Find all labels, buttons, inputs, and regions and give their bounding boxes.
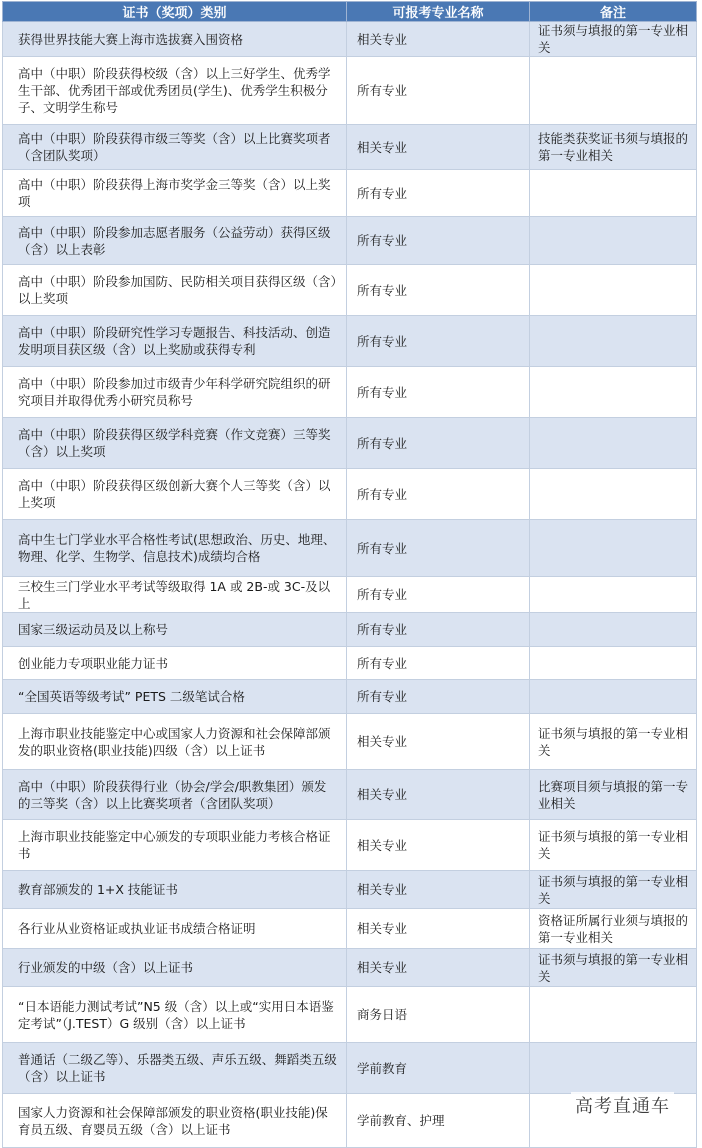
note-cell: 比赛项目须与填报的第一专业相关 bbox=[530, 770, 697, 820]
note-cell bbox=[530, 520, 697, 577]
table-row bbox=[3, 418, 697, 469]
category-cell: 高中（中职）阶段研究性学习专题报告、科技活动、创造发明项目获区级（含）以上奖励或获得专利 bbox=[3, 316, 347, 367]
note-cell bbox=[530, 170, 697, 217]
table-row bbox=[3, 909, 697, 949]
table-row bbox=[3, 217, 697, 265]
note-cell bbox=[530, 1043, 697, 1094]
note-cell bbox=[530, 418, 697, 469]
major-cell: 所有专业 bbox=[347, 367, 530, 418]
major-cell: 相关专业 bbox=[347, 22, 530, 57]
certificate-table bbox=[2, 1, 697, 1148]
table-row bbox=[3, 647, 697, 680]
category-cell: 高中（中职）阶段获得区级创新大赛个人三等奖（含）以上奖项 bbox=[3, 469, 347, 520]
major-cell: 所有专业 bbox=[347, 577, 530, 613]
major-cell: 相关专业 bbox=[347, 714, 530, 770]
category-cell: 三校生三门学业水平考试等级取得 1A 或 2B-或 3C-及以上 bbox=[3, 577, 347, 613]
column-header-category: 证书（奖项）类别 bbox=[3, 2, 347, 22]
note-cell: 证书须与填报的第一专业相关 bbox=[530, 871, 697, 909]
category-cell: 高中（中职）阶段获得上海市奖学金三等奖（含）以上奖项 bbox=[3, 170, 347, 217]
table-row bbox=[3, 820, 697, 871]
table-row bbox=[3, 170, 697, 217]
note-cell bbox=[530, 367, 697, 418]
column-header-major: 可报考专业名称 bbox=[347, 2, 530, 22]
category-cell: 国家人力资源和社会保障部颁发的职业资格(职业技能)保育员五级、育婴员五级（含）以上证书 bbox=[3, 1094, 347, 1148]
category-cell: 获得世界技能大赛上海市选拔赛入围资格 bbox=[3, 22, 347, 57]
table-header-row bbox=[3, 2, 697, 22]
note-cell bbox=[530, 680, 697, 714]
note-cell: 资格证所属行业须与填报的第一专业相关 bbox=[530, 909, 697, 949]
table-row bbox=[3, 871, 697, 909]
table-row bbox=[3, 714, 697, 770]
note-cell bbox=[530, 613, 697, 647]
table-row bbox=[3, 1043, 697, 1094]
major-cell: 所有专业 bbox=[347, 680, 530, 714]
table-row bbox=[3, 613, 697, 647]
table-row bbox=[3, 265, 697, 316]
table-row bbox=[3, 577, 697, 613]
table-row bbox=[3, 987, 697, 1043]
category-cell: 各行业从业资格证或执业证书成绩合格证明 bbox=[3, 909, 347, 949]
major-cell: 所有专业 bbox=[347, 316, 530, 367]
category-cell: 高中生七门学业水平合格性考试(思想政治、历史、地理、物理、化学、生物学、信息技术)成绩均合格 bbox=[3, 520, 347, 577]
category-cell: 高中（中职）阶段获得市级三等奖（含）以上比赛奖项者（含团队奖项） bbox=[3, 125, 347, 170]
category-cell: 上海市职业技能鉴定中心颁发的专项职业能力考核合格证书 bbox=[3, 820, 347, 871]
major-cell: 相关专业 bbox=[347, 125, 530, 170]
major-cell: 相关专业 bbox=[347, 909, 530, 949]
category-cell: 教育部颁发的 1+X 技能证书 bbox=[3, 871, 347, 909]
table-row bbox=[3, 22, 697, 57]
note-cell: 证书须与填报的第一专业相关 bbox=[530, 22, 697, 57]
category-cell: 高中（中职）阶段获得区级学科竞赛（作文竞赛）三等奖（含）以上奖项 bbox=[3, 418, 347, 469]
category-cell: “全国英语等级考试” PETS 二级笔试合格 bbox=[3, 680, 347, 714]
major-cell: 所有专业 bbox=[347, 57, 530, 125]
category-cell: 高中（中职）阶段参加志愿者服务（公益劳动）获得区级（含）以上表彰 bbox=[3, 217, 347, 265]
column-header-note: 备注 bbox=[530, 2, 697, 22]
major-cell: 相关专业 bbox=[347, 871, 530, 909]
note-cell bbox=[530, 316, 697, 367]
watermark-text: 高考直通车 bbox=[571, 1092, 674, 1118]
major-cell: 相关专业 bbox=[347, 820, 530, 871]
major-cell: 所有专业 bbox=[347, 647, 530, 680]
category-cell: 行业颁发的中级（含）以上证书 bbox=[3, 949, 347, 987]
major-cell: 商务日语 bbox=[347, 987, 530, 1043]
table-row bbox=[3, 316, 697, 367]
major-cell: 所有专业 bbox=[347, 170, 530, 217]
category-cell: 高中（中职）阶段获得行业（协会/学会/职教集团）颁发的三等奖（含）以上比赛奖项者（含团队奖项） bbox=[3, 770, 347, 820]
major-cell: 学前教育、护理 bbox=[347, 1094, 530, 1148]
major-cell: 相关专业 bbox=[347, 949, 530, 987]
note-cell: 证书须与填报的第一专业相关 bbox=[530, 714, 697, 770]
note-cell bbox=[530, 217, 697, 265]
category-cell: 高中（中职）阶段获得校级（含）以上三好学生、优秀学生干部、优秀团干部或优秀团员(学生)、优秀学生积极分子、文明学生称号 bbox=[3, 57, 347, 125]
note-cell: 技能类获奖证书须与填报的第一专业相关 bbox=[530, 125, 697, 170]
note-cell bbox=[530, 987, 697, 1043]
note-cell bbox=[530, 57, 697, 125]
category-cell: “日本语能力测试考试”N5 级（含）以上或“实用日本语鉴定考试”（J.TEST）G 级别（含）以上证书 bbox=[3, 987, 347, 1043]
major-cell: 所有专业 bbox=[347, 265, 530, 316]
category-cell: 上海市职业技能鉴定中心或国家人力资源和社会保障部颁发的职业资格(职业技能)四级（含）以上证书 bbox=[3, 714, 347, 770]
note-cell: 证书须与填报的第一专业相关 bbox=[530, 949, 697, 987]
table-row bbox=[3, 949, 697, 987]
major-cell: 所有专业 bbox=[347, 520, 530, 577]
table-row bbox=[3, 680, 697, 714]
note-cell bbox=[530, 469, 697, 520]
note-cell: 证书须与填报的第一专业相关 bbox=[530, 820, 697, 871]
note-cell bbox=[530, 647, 697, 680]
table-row bbox=[3, 469, 697, 520]
table-row bbox=[3, 520, 697, 577]
table-row bbox=[3, 770, 697, 820]
category-cell: 高中（中职）阶段参加过市级青少年科学研究院组织的研究项目并取得优秀小研究员称号 bbox=[3, 367, 347, 418]
category-cell: 高中（中职）阶段参加国防、民防相关项目获得区级（含）以上奖项 bbox=[3, 265, 347, 316]
table-row bbox=[3, 57, 697, 125]
major-cell: 相关专业 bbox=[347, 770, 530, 820]
category-cell: 普通话（二级乙等）、乐器类五级、声乐五级、舞蹈类五级（含）以上证书 bbox=[3, 1043, 347, 1094]
major-cell: 所有专业 bbox=[347, 613, 530, 647]
major-cell: 学前教育 bbox=[347, 1043, 530, 1094]
note-cell bbox=[530, 577, 697, 613]
major-cell: 所有专业 bbox=[347, 469, 530, 520]
note-cell bbox=[530, 265, 697, 316]
category-cell: 创业能力专项职业能力证书 bbox=[3, 647, 347, 680]
major-cell: 所有专业 bbox=[347, 217, 530, 265]
major-cell: 所有专业 bbox=[347, 418, 530, 469]
category-cell: 国家三级运动员及以上称号 bbox=[3, 613, 347, 647]
table-row bbox=[3, 125, 697, 170]
table-row bbox=[3, 367, 697, 418]
